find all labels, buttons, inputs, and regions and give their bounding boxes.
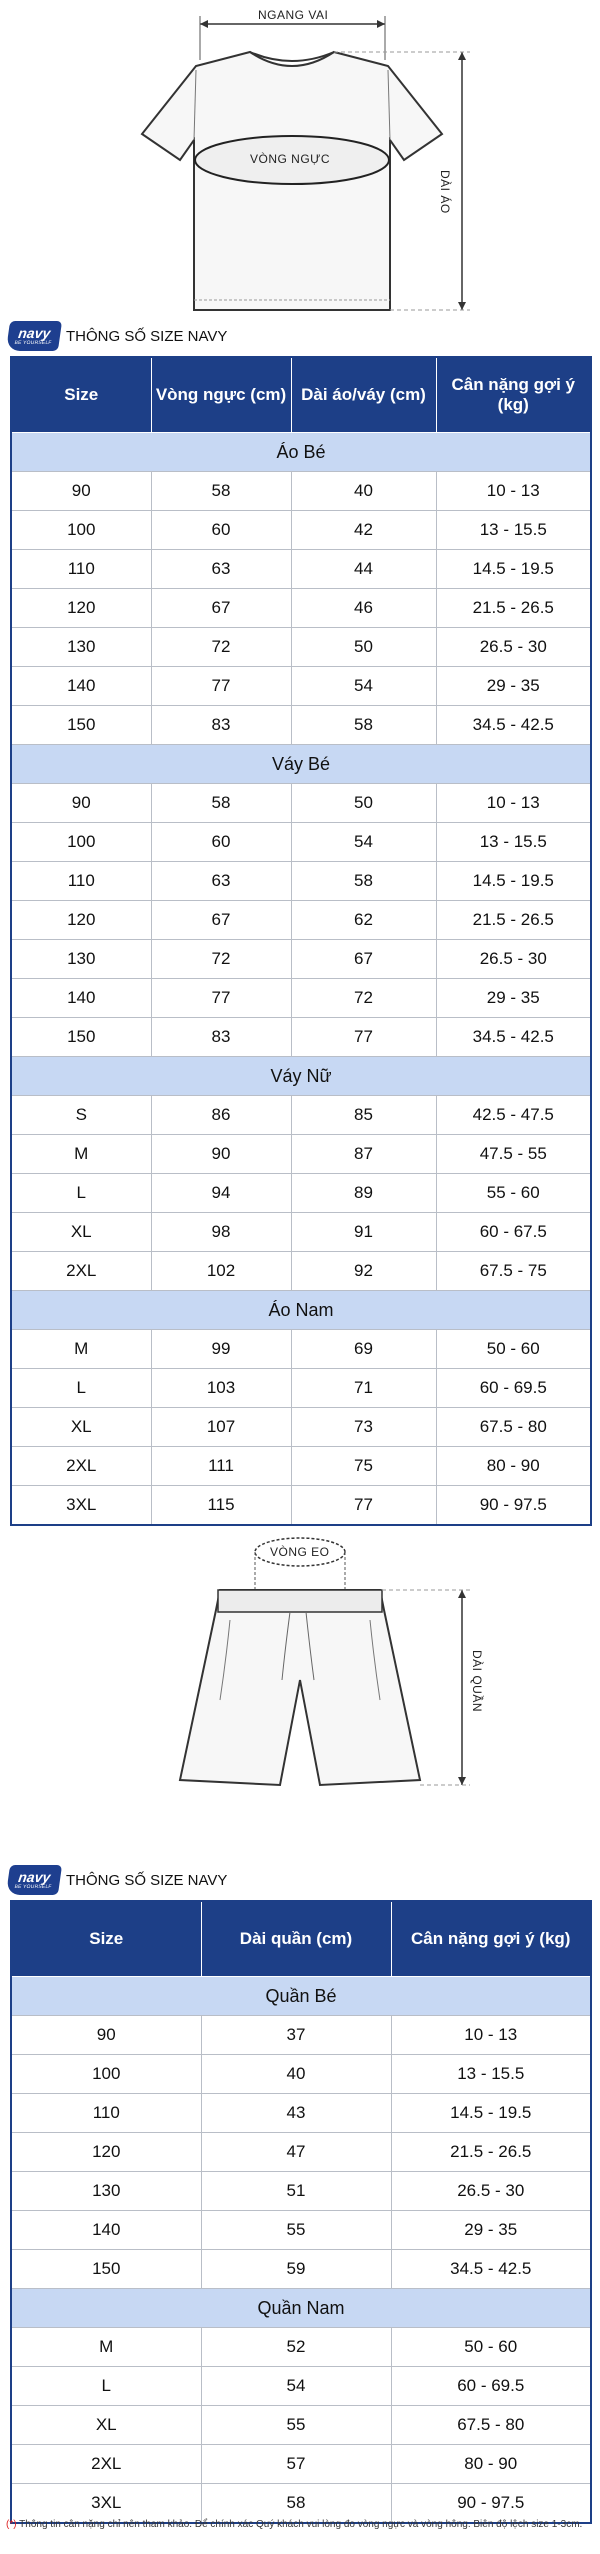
table-cell: 100 [11, 511, 151, 550]
table-cell: 98 [151, 1213, 291, 1252]
table-row [11, 2445, 591, 2484]
table-cell: 21.5 - 26.5 [391, 2133, 591, 2172]
table-row [11, 550, 591, 589]
table-row [11, 2133, 591, 2172]
table-cell: S [11, 1096, 151, 1135]
table-header-row [11, 357, 591, 433]
table-cell: 2XL [11, 1447, 151, 1486]
table-cell: 85 [291, 1096, 436, 1135]
section-title: THÔNG SỐ SIZE NAVY [66, 1871, 228, 1889]
table-cell: 140 [11, 667, 151, 706]
group-title: Quần Nam [11, 2289, 591, 2328]
table-cell: 111 [151, 1447, 291, 1486]
table-cell: 60 [151, 511, 291, 550]
table-cell: 26.5 - 30 [436, 628, 591, 667]
table-cell: 67 [151, 901, 291, 940]
table-row [11, 1447, 591, 1486]
waist-label: VÒNG EO [270, 1545, 330, 1559]
table-row [11, 1330, 591, 1369]
table-cell: 67.5 - 75 [436, 1252, 591, 1291]
table-cell: 51 [201, 2172, 391, 2211]
table-cell: 86 [151, 1096, 291, 1135]
table-cell: 62 [291, 901, 436, 940]
table-row [11, 1018, 591, 1057]
table-cell: 58 [151, 472, 291, 511]
table-cell: 34.5 - 42.5 [391, 2250, 591, 2289]
table-cell: 120 [11, 2133, 201, 2172]
group-title: Áo Nam [11, 1291, 591, 1330]
group-row [11, 2289, 591, 2328]
table-cell: 14.5 - 19.5 [391, 2094, 591, 2133]
shirt-size-table [10, 356, 592, 1526]
table-cell: 90 [151, 1135, 291, 1174]
table-cell: 13 - 15.5 [436, 511, 591, 550]
table-row [11, 2055, 591, 2094]
table-cell: 83 [151, 1018, 291, 1057]
table-cell: 57 [201, 2445, 391, 2484]
table-row [11, 2328, 591, 2367]
table-cell: L [11, 1369, 151, 1408]
table-cell: 100 [11, 2055, 201, 2094]
table-cell: 90 - 97.5 [391, 2484, 591, 2524]
table-cell: 10 - 13 [436, 472, 591, 511]
table-row [11, 940, 591, 979]
table-cell: XL [11, 2406, 201, 2445]
column-header: Vòng ngực (cm) [151, 357, 291, 433]
footnote [6, 2518, 596, 2532]
table-cell: 13 - 15.5 [391, 2055, 591, 2094]
table-cell: 103 [151, 1369, 291, 1408]
pants-size-table [10, 1900, 592, 2524]
table-cell: 83 [151, 706, 291, 745]
table-row [11, 472, 591, 511]
shirt-length-label: DÀI ÁO [438, 170, 452, 214]
column-header: Size [11, 357, 151, 433]
table-row [11, 901, 591, 940]
table-cell: 90 [11, 472, 151, 511]
table-cell: 80 - 90 [436, 1447, 591, 1486]
table-cell: 77 [151, 667, 291, 706]
logo-subtext: BE YOURSELF [14, 1884, 53, 1890]
table-cell: 73 [291, 1408, 436, 1447]
table-cell: XL [11, 1408, 151, 1447]
group-title: Quần Bé [11, 1977, 591, 2016]
table-cell: 115 [151, 1486, 291, 1526]
table-row [11, 979, 591, 1018]
table-cell: 54 [291, 823, 436, 862]
table-row [11, 1135, 591, 1174]
table-cell: 90 [11, 2016, 201, 2055]
table-cell: 58 [291, 706, 436, 745]
table-cell: 34.5 - 42.5 [436, 706, 591, 745]
column-header: Size [11, 1901, 201, 1977]
table-cell: 50 [291, 628, 436, 667]
pants-length-label: DÀI QUẦN [470, 1650, 484, 1713]
group-row [11, 433, 591, 472]
table-cell: 60 - 69.5 [391, 2367, 591, 2406]
footnote-star: (*) [6, 2519, 17, 2530]
table-cell: 46 [291, 589, 436, 628]
table-cell: L [11, 1174, 151, 1213]
table-cell: 140 [11, 2211, 201, 2250]
table-cell: 72 [291, 979, 436, 1018]
logo-subtext: BE YOURSELF [14, 340, 53, 346]
table-cell: 55 - 60 [436, 1174, 591, 1213]
navy-logo [6, 321, 62, 351]
shirt-section-header [8, 318, 592, 354]
table-cell: 40 [201, 2055, 391, 2094]
table-cell: 130 [11, 2172, 201, 2211]
group-title: Váy Bé [11, 745, 591, 784]
table-cell: 99 [151, 1330, 291, 1369]
table-cell: 75 [291, 1447, 436, 1486]
table-cell: L [11, 2367, 201, 2406]
table-cell: M [11, 2328, 201, 2367]
table-cell: 110 [11, 550, 151, 589]
table-cell: 63 [151, 550, 291, 589]
table-row [11, 2406, 591, 2445]
table-cell: 29 - 35 [436, 979, 591, 1018]
table-cell: 60 [151, 823, 291, 862]
column-header: Dài áo/váy (cm) [291, 357, 436, 433]
table-cell: 21.5 - 26.5 [436, 901, 591, 940]
table-cell: 3XL [11, 2484, 201, 2524]
table-cell: 77 [151, 979, 291, 1018]
table-row [11, 1252, 591, 1291]
table-cell: 26.5 - 30 [436, 940, 591, 979]
table-cell: 94 [151, 1174, 291, 1213]
group-title: Váy Nữ [11, 1057, 591, 1096]
table-cell: 34.5 - 42.5 [436, 1018, 591, 1057]
table-cell: 44 [291, 550, 436, 589]
table-cell: 21.5 - 26.5 [436, 589, 591, 628]
table-cell: 13 - 15.5 [436, 823, 591, 862]
table-row [11, 1369, 591, 1408]
table-cell: 60 - 69.5 [436, 1369, 591, 1408]
table-row [11, 706, 591, 745]
column-header: Cân nặng gợi ý (kg) [436, 357, 591, 433]
table-cell: 55 [201, 2211, 391, 2250]
table-row [11, 784, 591, 823]
table-cell: 67.5 - 80 [436, 1408, 591, 1447]
table-cell: 54 [291, 667, 436, 706]
table-cell: 50 - 60 [391, 2328, 591, 2367]
table-cell: M [11, 1135, 151, 1174]
table-cell: 67.5 - 80 [391, 2406, 591, 2445]
table-cell: 50 [291, 784, 436, 823]
table-cell: 100 [11, 823, 151, 862]
table-cell: 120 [11, 589, 151, 628]
group-row [11, 1977, 591, 2016]
group-row [11, 1291, 591, 1330]
table-cell: 42 [291, 511, 436, 550]
table-cell: 47 [201, 2133, 391, 2172]
shirt-diagram [0, 0, 600, 320]
table-cell: 130 [11, 628, 151, 667]
table-row [11, 2211, 591, 2250]
table-cell: 29 - 35 [436, 667, 591, 706]
table-cell: 3XL [11, 1486, 151, 1526]
table-cell: 150 [11, 2250, 201, 2289]
table-cell: 120 [11, 901, 151, 940]
table-cell: 107 [151, 1408, 291, 1447]
table-cell: 77 [291, 1018, 436, 1057]
logo-text: navy [17, 1869, 52, 1885]
table-cell: 29 - 35 [391, 2211, 591, 2250]
table-cell: 26.5 - 30 [391, 2172, 591, 2211]
table-cell: 54 [201, 2367, 391, 2406]
table-cell: 130 [11, 940, 151, 979]
table-cell: 40 [291, 472, 436, 511]
table-cell: 55 [201, 2406, 391, 2445]
table-cell: 52 [201, 2328, 391, 2367]
table-cell: XL [11, 1213, 151, 1252]
group-title: Áo Bé [11, 433, 591, 472]
table-cell: 110 [11, 2094, 201, 2133]
table-row [11, 2250, 591, 2289]
table-cell: 58 [201, 2484, 391, 2524]
group-row [11, 745, 591, 784]
table-cell: 91 [291, 1213, 436, 1252]
table-cell: 72 [151, 940, 291, 979]
table-cell: 90 - 97.5 [436, 1486, 591, 1526]
table-cell: 58 [151, 784, 291, 823]
table-cell: 67 [151, 589, 291, 628]
table-row [11, 628, 591, 667]
pants-diagram [0, 1510, 600, 1860]
table-cell: 110 [11, 862, 151, 901]
column-header: Dài quần (cm) [201, 1901, 391, 1977]
table-row [11, 1213, 591, 1252]
table-row [11, 667, 591, 706]
table-cell: 14.5 - 19.5 [436, 550, 591, 589]
table-cell: 87 [291, 1135, 436, 1174]
logo-text: navy [17, 325, 52, 341]
table-cell: 150 [11, 1018, 151, 1057]
shorts-illustration [0, 1510, 600, 1860]
table-row [11, 589, 591, 628]
group-row [11, 1057, 591, 1096]
table-cell: 150 [11, 706, 151, 745]
table-row [11, 511, 591, 550]
table-cell: 69 [291, 1330, 436, 1369]
table-cell: 37 [201, 2016, 391, 2055]
shoulder-width-label: NGANG VAI [255, 8, 331, 22]
table-row [11, 823, 591, 862]
table-row [11, 2016, 591, 2055]
table-row [11, 2172, 591, 2211]
navy-logo [6, 1865, 62, 1895]
footnote-text: Thông tin cân nặng chỉ nên tham khảo. Để chính xác Quý khách vui lòng đo vòng ngực và vòng hông. Biên độ lệch size 1-3cm. [19, 2519, 583, 2530]
table-cell: 67 [291, 940, 436, 979]
table-row [11, 862, 591, 901]
table-cell: 42.5 - 47.5 [436, 1096, 591, 1135]
table-cell: 58 [291, 862, 436, 901]
table-cell: 71 [291, 1369, 436, 1408]
table-cell: 60 - 67.5 [436, 1213, 591, 1252]
table-cell: 47.5 - 55 [436, 1135, 591, 1174]
table-row [11, 2367, 591, 2406]
table-cell: 80 - 90 [391, 2445, 591, 2484]
table-cell: 43 [201, 2094, 391, 2133]
table-cell: 14.5 - 19.5 [436, 862, 591, 901]
chest-label: VÒNG NGỰC [250, 152, 331, 166]
table-cell: 10 - 13 [436, 784, 591, 823]
table-cell: M [11, 1330, 151, 1369]
table-row [11, 1096, 591, 1135]
table-cell: 2XL [11, 1252, 151, 1291]
table-cell: 2XL [11, 2445, 201, 2484]
column-header: Cân nặng gợi ý (kg) [391, 1901, 591, 1977]
table-cell: 90 [11, 784, 151, 823]
pants-section-header [8, 1862, 592, 1898]
table-row [11, 2094, 591, 2133]
table-cell: 10 - 13 [391, 2016, 591, 2055]
table-cell: 140 [11, 979, 151, 1018]
table-cell: 89 [291, 1174, 436, 1213]
table-cell: 59 [201, 2250, 391, 2289]
table-cell: 50 - 60 [436, 1330, 591, 1369]
section-title: THÔNG SỐ SIZE NAVY [66, 327, 228, 345]
table-cell: 63 [151, 862, 291, 901]
table-row [11, 1408, 591, 1447]
table-cell: 92 [291, 1252, 436, 1291]
table-cell: 77 [291, 1486, 436, 1526]
table-cell: 102 [151, 1252, 291, 1291]
table-row [11, 1174, 591, 1213]
table-header-row [11, 1901, 591, 1977]
table-cell: 72 [151, 628, 291, 667]
